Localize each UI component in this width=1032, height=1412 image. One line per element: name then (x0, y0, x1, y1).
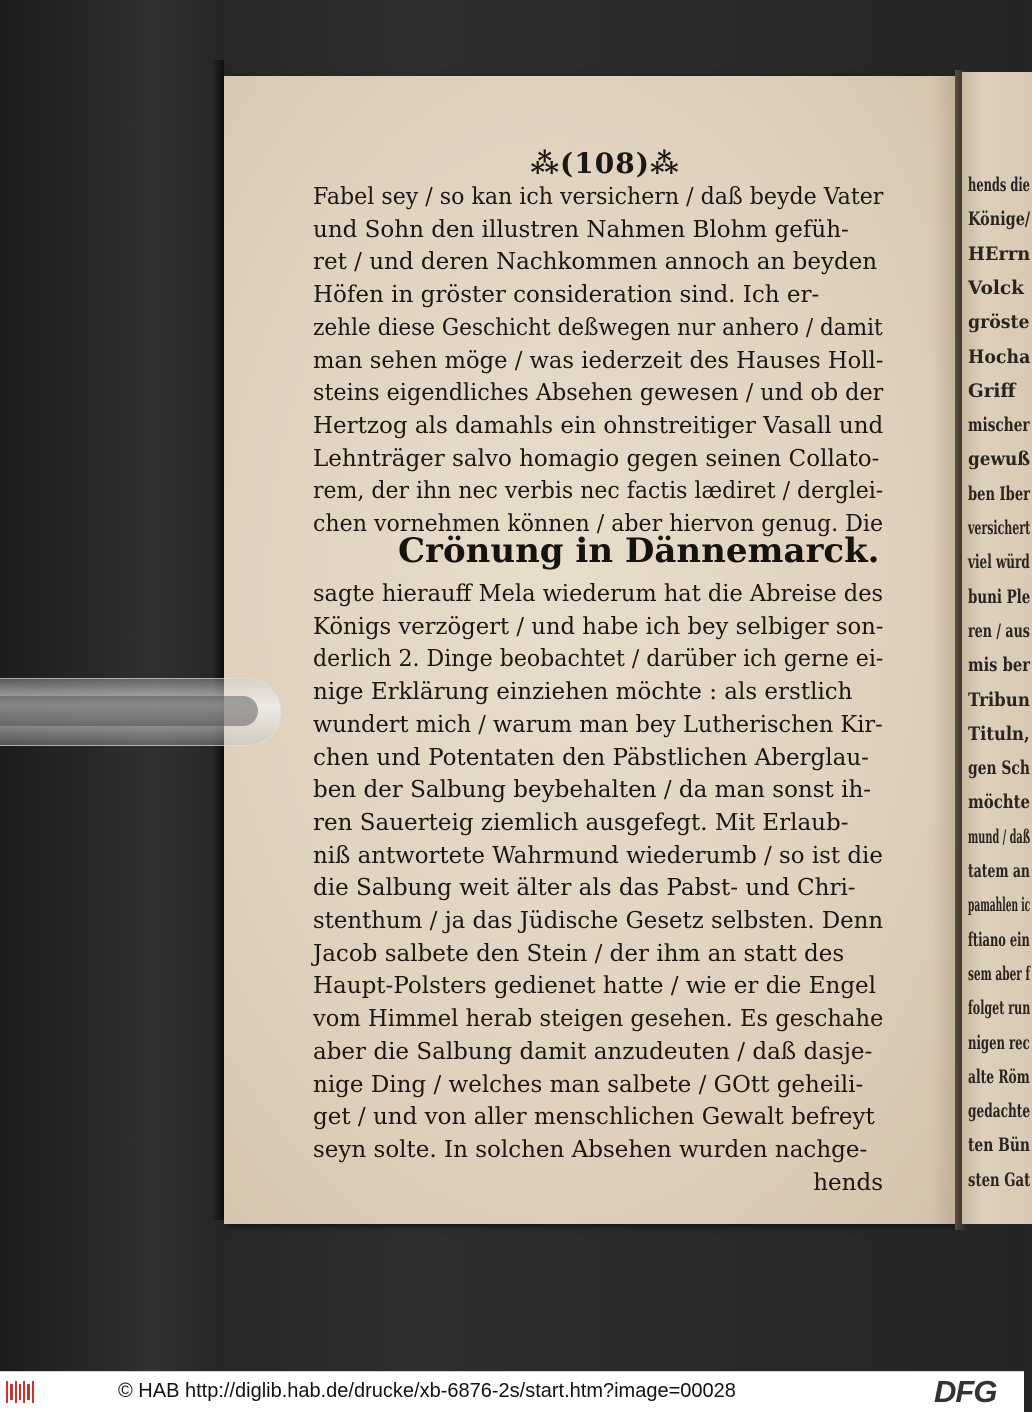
text-line: wundert mich / warum man bey Lutherischen Kir- (313, 711, 883, 738)
next-page-text-fragment: ten Bün (968, 1134, 1030, 1157)
next-page-text-fragment: mis ber (968, 654, 1031, 677)
next-page-text-fragment: gen Sch (968, 757, 1030, 780)
next-page-text-fragment: mischer (968, 414, 1030, 437)
next-page-text-fragment: alte Röm (968, 1065, 1030, 1088)
text-line: nige Erklärung einziehen möchte : als erstlich (313, 679, 853, 706)
dfg-logo: DFG (934, 1374, 997, 1409)
text-line: und Sohn den illustren Nahmen Blohm gefüh- (313, 216, 849, 243)
next-page-text-fragment: pamahlen ic (968, 894, 1031, 917)
next-page-text-fragment: ren / aus (968, 619, 1030, 642)
next-page-text-fragment: gedachte (968, 1100, 1031, 1123)
next-page-fragment (962, 72, 1032, 1224)
text-line: aber die Salbung damit anzudeuten / daß dasje- (313, 1038, 873, 1065)
text-line: Haupt-Polsters gedienet hatte / wie er die Engel (313, 973, 877, 1000)
page-edge-shading (931, 76, 957, 1224)
text-line: man sehen möge / was iederzeit des Hauses Holl- (313, 347, 884, 374)
next-page-text-fragment: HErrn (968, 242, 1031, 265)
text-line: vom Himmel herab steigen gesehen. Es geschahe (313, 1006, 884, 1033)
text-line: chen vornehmen können / aber hiervon genug. Die (313, 511, 884, 537)
next-page-text-fragment: folget run (968, 997, 1031, 1020)
next-page-text-fragment: versichert (968, 517, 1031, 539)
text-line: Königs verzögert / und habe ich bey selbiger son- (313, 613, 884, 640)
next-page-text-fragment: tatem an (968, 860, 1030, 882)
text-line: Hertzog als damahls ein ohnstreitiger Vasall und (313, 412, 884, 439)
text-line: stenthum / ja das Jüdische Gesetz selbsten. Denn (313, 908, 884, 934)
next-page-text-fragment: Hocha (968, 345, 1031, 368)
text-line: steins eigendliches Absehen gewesen / und ob der (313, 380, 884, 407)
page-number: ⁂(108)⁂ (530, 147, 680, 180)
hab-barcode-logo-icon (6, 1381, 34, 1403)
next-page-text-fragment: Volck (968, 276, 1024, 299)
text-line: ret / und deren Nachkommen annoch an beyden (313, 249, 878, 276)
text-line: Fabel sey / so kan ich versichern / daß beyde Vater (313, 184, 884, 210)
text-line: Höfen in gröster consideration sind. Ich er- (313, 282, 820, 309)
footer-bar (0, 1371, 1024, 1412)
text-line: Jacob salbete den Stein / der ihm an statt des (313, 940, 845, 967)
page-clip-icon (0, 664, 290, 764)
text-line: zehle diese Geschicht deßwegen nur anhero / damit (313, 314, 883, 341)
clip-inner-slot (0, 696, 258, 726)
text-line: niß antwortete Wahrmund wiederumb / so ist die (313, 842, 883, 869)
next-page-text-fragment: ben Iber (968, 482, 1031, 505)
next-page-text-fragment: gewuß (968, 448, 1030, 471)
next-page-text-fragment: buni Ple (968, 585, 1031, 608)
text-line: sagte hierauff Mela wiederum hat die Abreise des (313, 581, 884, 607)
text-line: ren Sauerteig ziemlich ausgefegt. Mit Erlaub- (313, 809, 849, 836)
next-page-text-fragment: Tituln, (968, 722, 1030, 745)
next-page-text-fragment: Könige/ (968, 208, 1031, 231)
next-page-text-fragment: sten Gat (968, 1168, 1031, 1191)
text-line: ben der Salbung beybehalten / da man sonst ih- (313, 777, 872, 804)
next-page-text-fragment: gröste (968, 311, 1030, 334)
next-page-text-fragment: mund / daß (968, 825, 1031, 848)
text-line: die Salbung weit älter als das Pabst- und Chri- (313, 875, 856, 902)
catchword: hends (813, 1169, 883, 1196)
text-line: derlich 2. Dinge beobachtet / darüber ich gerne ei- (313, 646, 884, 673)
section-heading: Crönung in Dännemarck. (398, 531, 880, 571)
text-line: seyn solte. In solchen Absehen wurden nachge- (313, 1136, 868, 1163)
text-line: rem, der ihn nec verbis nec factis lædiret / derglei- (313, 478, 884, 505)
text-line: Lehnträger salvo homagio gegen seinen Collato- (313, 445, 880, 472)
next-page-text-fragment: nigen rec (968, 1031, 1030, 1054)
page-shadow (212, 60, 224, 1220)
footer-copyright-url: © HAB http://diglib.hab.de/drucke/xb-6876-2s/start.htm?image=00028 (118, 1380, 736, 1402)
next-page-text-fragment: ftiano ein (968, 928, 1030, 951)
next-page-text-fragment: viel würd (968, 551, 1030, 574)
next-page-text-fragment: hends die (968, 174, 1030, 196)
next-page-text-fragment: sem aber f (968, 962, 1030, 985)
text-line: get / und von aller menschlichen Gewalt befreyt (313, 1104, 875, 1131)
text-line: chen und Potentaten den Päbstlichen Aberglau- (313, 744, 869, 771)
next-page-text-fragment: Tribun (968, 688, 1030, 711)
next-page-text-fragment: Griff (968, 379, 1016, 402)
text-line: nige Ding / welches man salbete / GOtt geheili- (313, 1071, 864, 1098)
next-page-text-fragment: möchte (968, 791, 1031, 814)
